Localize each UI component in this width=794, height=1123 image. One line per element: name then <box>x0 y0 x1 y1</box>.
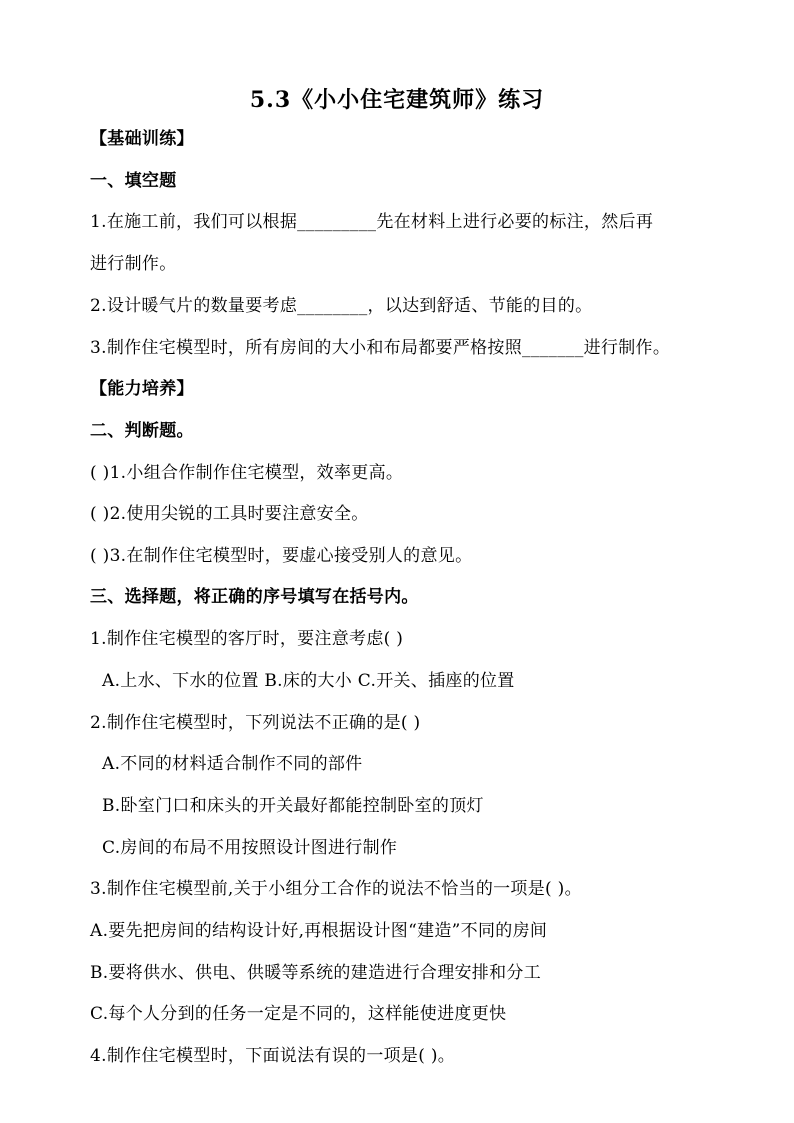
choice-question-3-option-b: B.要将供水、供电、供暖等系统的建造进行合理安排和分工 <box>90 963 541 983</box>
choice-question-2-option-c: C.房间的布局不用按照设计图进行制作 <box>102 838 398 858</box>
heading-multiple-choice: 三、选择题，将正确的序号填写在括号内。 <box>90 587 419 607</box>
judge-question-3: ( )3.在制作住宅模型时，要虚心接受别人的意见。 <box>90 546 473 566</box>
fill-question-1-line-1: 1.在施工前，我们可以根据_________先在材料上进行必要的标注，然后再 <box>90 212 654 232</box>
choice-question-2-option-b: B.卧室门口和床头的开关最好都能控制卧室的顶灯 <box>102 796 484 816</box>
section-ability-training: 【能力培养】 <box>90 379 194 399</box>
choice-question-3-option-a: A.要先把房间的结构设计好,再根据设计图“建造”不同的房间 <box>90 921 548 941</box>
choice-question-1-options: A.上水、下水的位置 B.床的大小 C.开关、插座的位置 <box>102 671 515 691</box>
heading-fill-in-blanks: 一、填空题 <box>90 171 177 191</box>
section-basic-training: 【基础训练】 <box>90 129 194 149</box>
page-title: 5.3《小小住宅建筑师》练习 <box>249 87 545 113</box>
fill-question-2: 2.设计暖气片的数量要考虑________，以达到舒适、节能的目的。 <box>90 296 593 316</box>
choice-question-4: 4.制作住宅模型时，下面说法有误的一项是( )。 <box>90 1046 456 1066</box>
heading-true-false: 二、判断题。 <box>90 421 194 441</box>
choice-question-3-option-c: C.每个人分到的任务一定是不同的，这样能使进度更快 <box>90 1004 507 1024</box>
judge-question-2: ( )2.使用尖锐的工具时要注意安全。 <box>90 504 369 524</box>
fill-question-1-line-2: 进行制作。 <box>90 254 177 274</box>
choice-question-3: 3.制作住宅模型前,关于小组分工合作的说法不恰当的一项是( )。 <box>90 879 582 899</box>
choice-question-2-option-a: A.不同的材料适合制作不同的部件 <box>102 754 363 774</box>
choice-question-1: 1.制作住宅模型的客厅时，要注意考虑( ) <box>90 629 404 649</box>
choice-question-2: 2.制作住宅模型时，下列说法不正确的是( ) <box>90 713 421 733</box>
fill-question-3: 3.制作住宅模型时，所有房间的大小和布局都要严格按照_______进行制作。 <box>90 338 671 358</box>
judge-question-1: ( )1.小组合作制作住宅模型，效率更高。 <box>90 463 404 483</box>
